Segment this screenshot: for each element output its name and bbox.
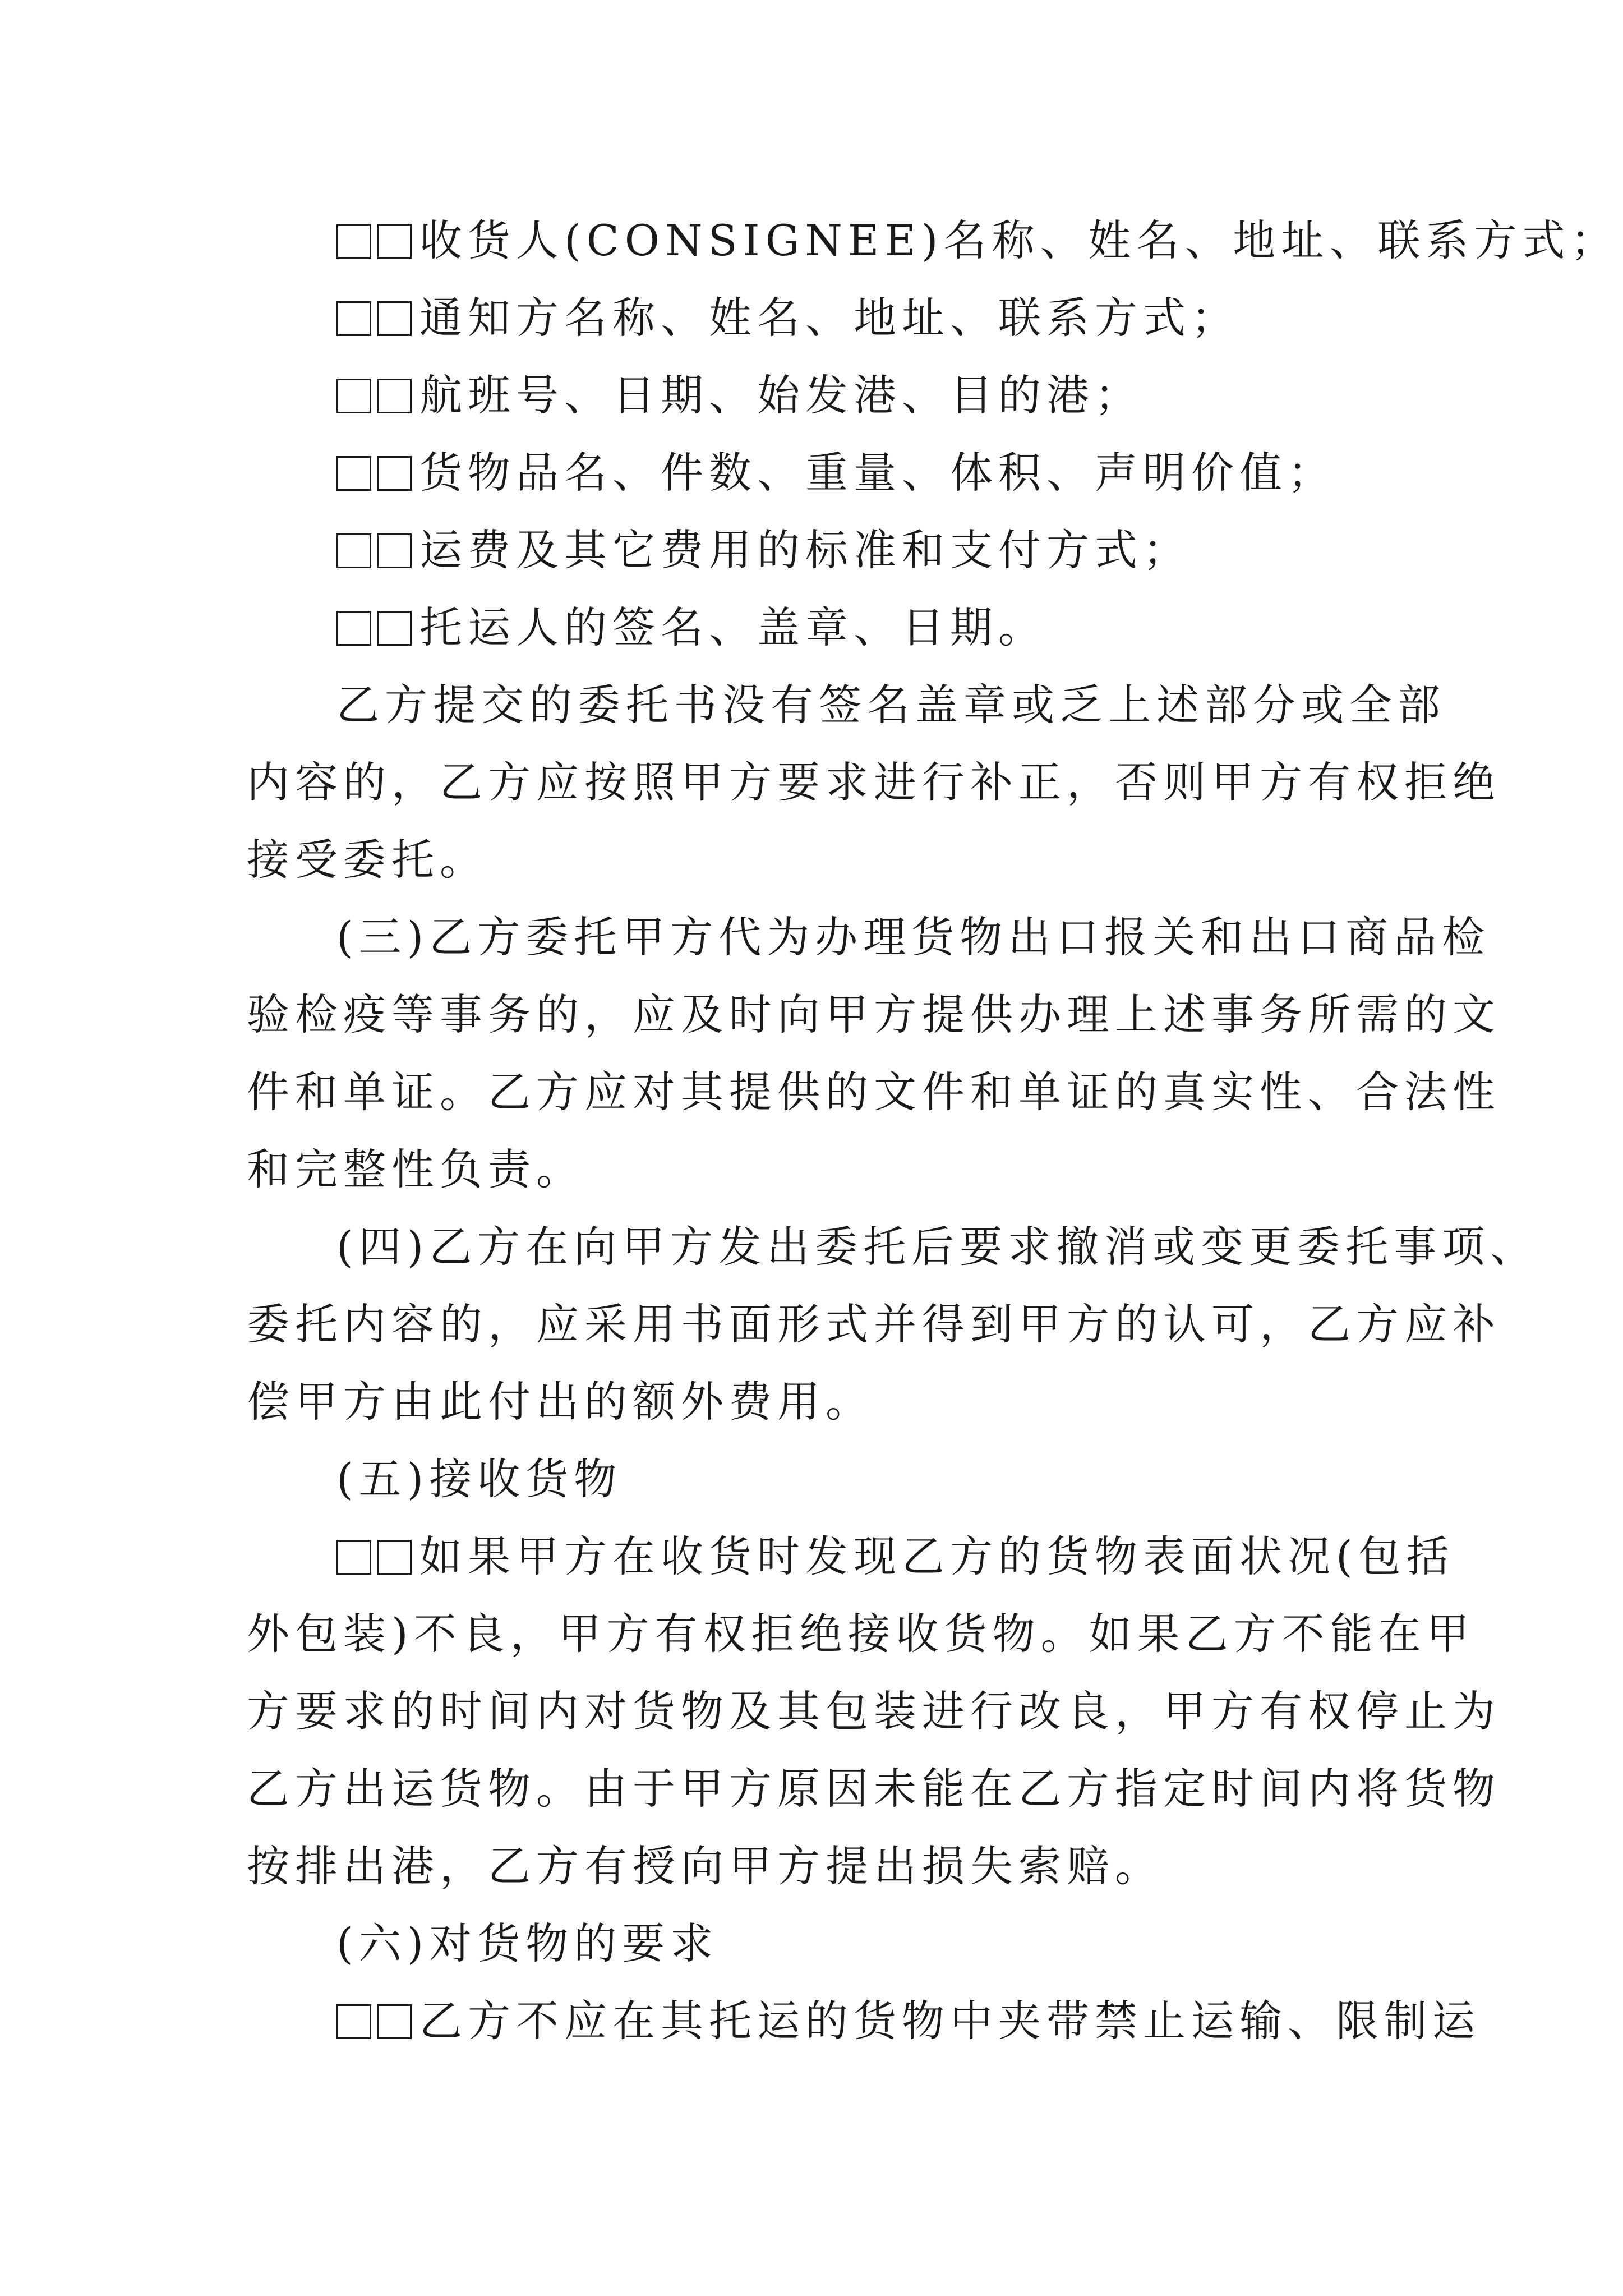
checkbox-icon (336, 301, 371, 336)
checkbox-icon (377, 1540, 412, 1575)
checklist-item-signature: 托运人的签名、盖章、日期。 (247, 589, 1391, 666)
clause-three-line: 验检疫等事务的，应及时向甲方提供办理上述事务所需的文 (247, 990, 1501, 1039)
clause-four-line: (四)乙方在向甲方发出委托后要求撤消或变更委托事项、 (336, 1222, 1539, 1272)
checkbox-icon (377, 611, 412, 646)
checkbox-icon (336, 2004, 371, 2039)
checklist-item-flight: 航班号、日期、始发港、目的港； (247, 357, 1391, 434)
checklist-item-notify-party: 通知方名称、姓名、地址、联系方式； (247, 279, 1391, 357)
clause-five-line: 如果甲方在收货时发现乙方的货物表面状况(包括 (247, 1518, 1391, 1595)
clause-five-line: 外包装)不良，甲方有权拒绝接收货物。如果乙方不能在甲 (247, 1609, 1475, 1659)
clause-five-line: 方要求的时间内对货物及其包装进行改良，甲方有权停止为 (247, 1686, 1501, 1736)
checkbox-icon (336, 456, 371, 491)
checklist-item-goods: 货物品名、件数、重量、体积、声明价值； (247, 434, 1391, 512)
clause-five-line: 按排出港，乙方有授向甲方提出损失索赔。 (247, 1841, 1163, 1891)
document-page (247, 202, 1619, 2060)
paragraph-incomplete-line: 接受委托。 (247, 835, 488, 885)
checkbox-icon (377, 533, 412, 568)
checkbox-icon (377, 224, 412, 259)
clause-six-heading: (六)对货物的要求 (336, 1918, 719, 1968)
clause-three-line: 件和单证。乙方应对其提供的文件和单证的真实性、合法性 (247, 1067, 1501, 1117)
clause-six-line: 乙方不应在其托运的货物中夹带禁止运输、限制运 (247, 1982, 1391, 2060)
checklist-item-freight: 运费及其它费用的标准和支付方式； (247, 512, 1391, 589)
checkbox-icon (336, 533, 371, 568)
checkbox-icon (336, 611, 371, 646)
clause-four-line: 偿甲方由此付出的额外费用。 (247, 1377, 874, 1427)
clause-four-line: 委托内容的，应采用书面形式并得到甲方的认可，乙方应补 (247, 1299, 1501, 1349)
checkbox-icon (377, 379, 412, 413)
checkbox-icon (377, 456, 412, 491)
clause-five-line: 乙方出运货物。由于甲方原因未能在乙方指定时间内将货物 (247, 1764, 1501, 1814)
checkbox-icon (336, 379, 371, 413)
checklist-item-consignee: 收货人(CONSIGNEE)名称、姓名、地址、联系方式； (247, 202, 1391, 279)
clause-three-line: (三)乙方委托甲方代为办理货物出口报关和出口商品检 (336, 912, 1491, 962)
checkbox-icon (336, 1540, 371, 1575)
checkbox-icon (336, 224, 371, 259)
clause-five-heading: (五)接收货物 (336, 1454, 623, 1504)
paragraph-incomplete-line: 乙方提交的委托书没有签名盖章或乏上述部分或全部 (336, 680, 1446, 730)
checkbox-icon (377, 301, 412, 336)
paragraph-incomplete-line: 内容的，乙方应按照甲方要求进行补正，否则甲方有权拒绝 (247, 757, 1501, 807)
clause-three-line: 和完整性负责。 (247, 1144, 584, 1194)
checkbox-icon (377, 2004, 412, 2039)
